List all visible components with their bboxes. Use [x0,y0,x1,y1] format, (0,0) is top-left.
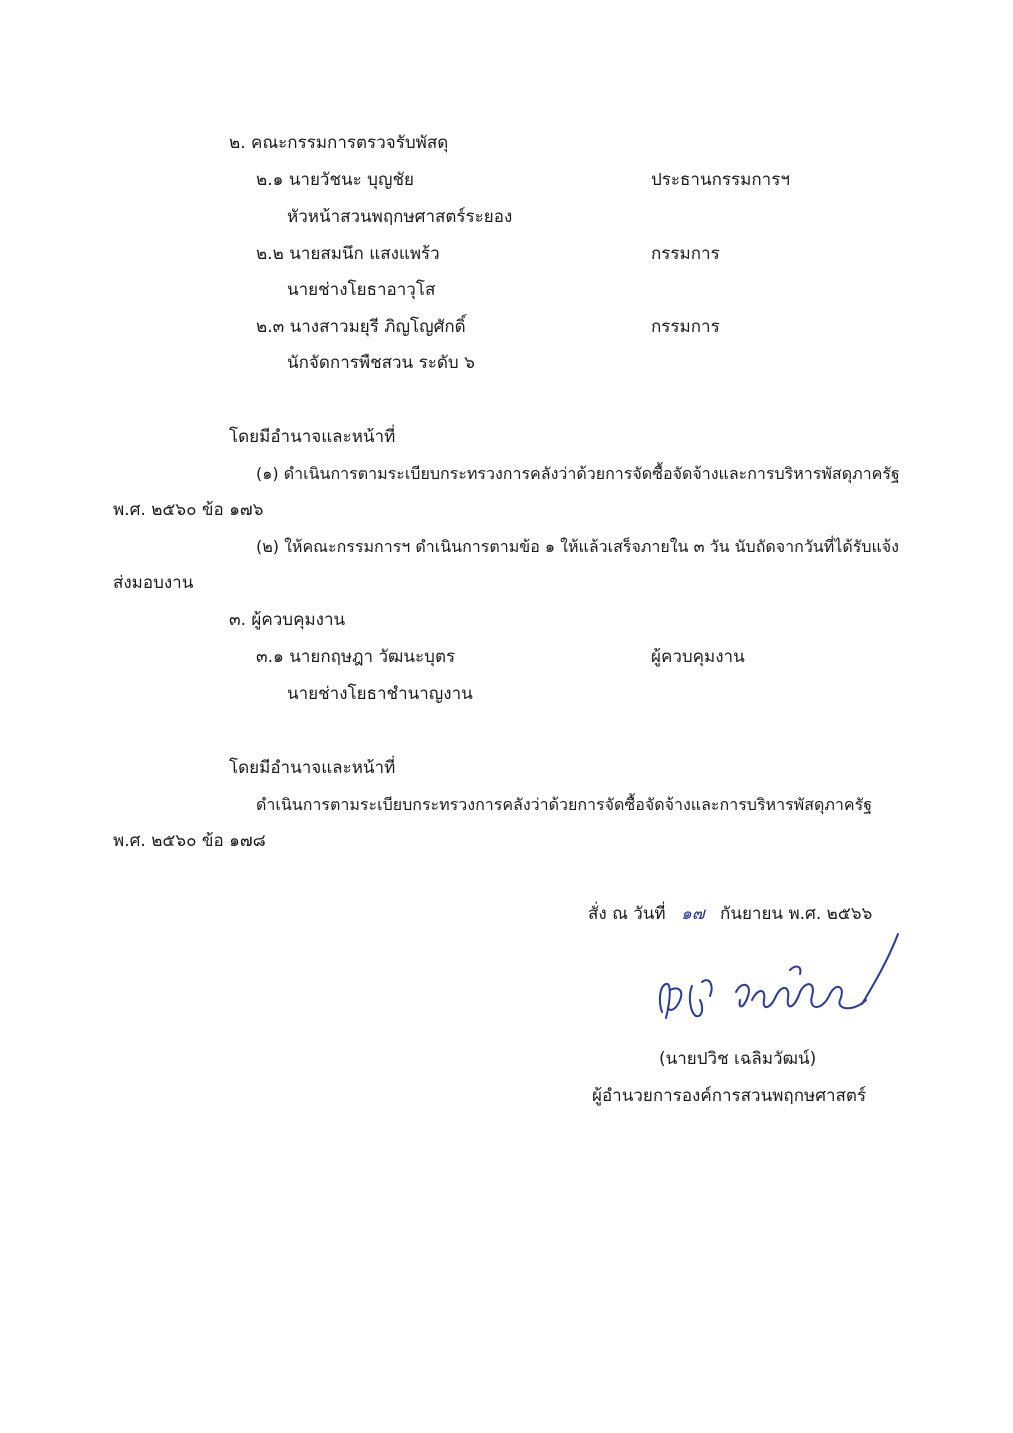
section3-duty-line2: พ.ศ. ๒๕๖๐ ข้อ ๑๗๘ [113,831,266,851]
member-2-1-position: หัวหน้าสวนพฤกษศาสตร์ระยอง [287,207,513,227]
member-2-2-name: ๒.๒ นายสมนึก แสงแพร้ว [256,244,440,264]
section3-heading: ๓. ผู้ควบคุมงาน [229,610,346,630]
signatory-title: ผู้อำนวยการองค์การสวนพฤกษศาสตร์ [592,1086,867,1106]
member-3-1-role: ผู้ควบคุมงาน [651,647,745,667]
handwritten-signature [640,930,910,1040]
order-date-month-year: กันยายน พ.ศ. ๒๕๖๖ [720,904,873,924]
member-2-3-role: กรรมการ [651,317,720,337]
section2-duty2-line1: (๒) ให้คณะกรรมการฯ ดำเนินการตามข้อ ๑ ให้แล้วเสร็จภายใน ๓ วัน นับถัดจากวันที่ได้รับแจ้ง [256,537,899,556]
section2-heading: ๒. คณะกรรมการตรวจรับพัสดุ [229,133,449,153]
section2-duty2-line2: ส่งมอบงาน [113,573,194,593]
section2-duty1-line1: (๑) ดำเนินการตามระเบียบกระทรวงการคลังว่าด้วยการจัดซื้อจัดจ้างและการบริหารพัสดุภาครัฐ [256,464,900,483]
member-2-2-role: กรรมการ [651,244,720,264]
section2-duties-heading: โดยมีอำนาจและหน้าที่ [229,427,396,447]
order-date-day: ๑๗ [681,904,705,924]
signatory-name: (นายปวิช เฉลิมวัฒน์) [659,1049,817,1069]
order-date-line [588,902,872,926]
member-2-2-position: นายช่างโยธาอาวุโส [287,280,436,300]
member-2-3-position: นักจัดการพืชสวน ระดับ ๖ [287,353,475,373]
member-3-1-position: นายช่างโยธาชำนาญงาน [287,684,473,704]
member-3-1-name: ๓.๑ นายกฤษฎา วัฒนะบุตร [256,647,456,667]
order-date-prefix: สั่ง ณ วันที่ [588,904,666,924]
member-2-1-role: ประธานกรรมการฯ [651,170,790,190]
section3-duties-heading: โดยมีอำนาจและหน้าที่ [229,758,396,778]
member-2-3-name: ๒.๓ นางสาวมยุรี ภิญโญศักดิ์ [256,317,466,337]
member-2-1-name: ๒.๑ นายวัชนะ บุญชัย [256,170,414,190]
section3-duty-line1: ดำเนินการตามระเบียบกระทรวงการคลังว่าด้วยการจัดซื้อจัดจ้างและการบริหารพัสดุภาครัฐ [256,795,873,814]
section2-duty1-line2: พ.ศ. ๒๕๖๐ ข้อ ๑๗๖ [113,500,264,520]
